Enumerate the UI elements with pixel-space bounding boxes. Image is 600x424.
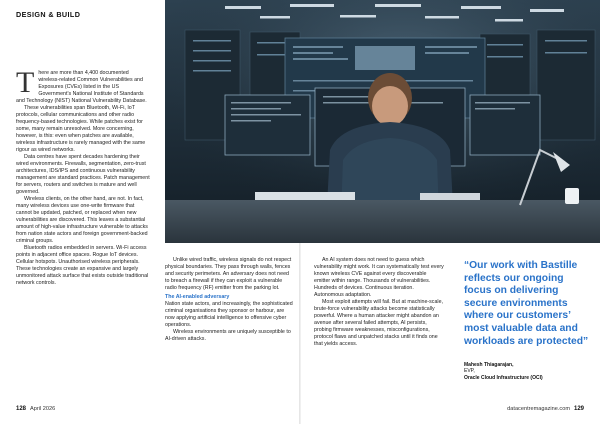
body-column-2 <box>165 257 293 343</box>
paragraph: Data centres have spent decades hardening their wired environments. Firewalls, segmentation, zero-trust architectures, IDS/IPS and continuous vulnerability management are standard practices. Patch management for servers, routers and switches is mature and well governed. <box>16 154 150 196</box>
body-column-3 <box>314 257 444 348</box>
page-number-left: 128 <box>16 406 27 412</box>
quote-author-name: Mahesh Thiagarajan, <box>464 362 514 368</box>
pull-quote: “Our work with Bastille reflects our ongoing focus on delivering secure environments where our customers’ most valuable data and workloads are protected” <box>464 260 589 347</box>
paragraph: These vulnerabilities span Bluetooth, Wi-Fi, IoT protocols, cellular communications and other radio frequency-based technologies. While patches exist for some, many remain unresolved. More concerning, however, is this: even when patches are available, wireless infrastructure is rarely managed with the same rigour as wired networks. <box>16 105 146 154</box>
issue-date: April 2026 <box>30 406 56 412</box>
quote-author-org: Oracle Cloud Infrastructure (OCI) <box>464 374 543 381</box>
page-number-right: 129 <box>573 406 584 412</box>
paragraph: Wireless environments are uniquely susceptible to AI-driven attacks. <box>165 329 291 343</box>
section-subhead: The AI-enabled adversary <box>165 294 230 301</box>
quote-author-title: EVP, <box>464 368 475 375</box>
paragraph: here are more than 4,400 documented wireless-related Common Vulnerabilities and Exposures (CVEs) listed in the US Government's National Institute of Standards and Technology (NIST) National Vulnerability Database. <box>16 70 147 105</box>
paragraph: Bluetooth radios embedded in servers. Wi-Fi access points in adjacent office spaces. Rogue IoT devices. Cellular hotspots. Unauthorised wireless peripherals. These technologies create an expansive and largely unmonitored attack surface that exists outside traditional network controls. <box>16 245 149 287</box>
paragraph: An AI system does not need to guess which vulnerability might work. It can systematically test every known wireless CVE against every discoverable emitter within range. Thousands of vulnerabilities. Hundreds of devices. Continuous iteration. Autonomous adaptation. <box>314 257 444 299</box>
body-column-1 <box>16 66 151 287</box>
section-label: DESIGN & BUILD <box>16 10 81 19</box>
drop-cap: T <box>16 66 35 99</box>
paragraph: Wireless clients, on the other hand, are not. In fact, many wireless devices use one-write firmware that cannot be updated, patched, or replaced when new vulnerabilities are discovered. This leaves a substantial amount of high-value infrastructure vulnerable to attacks from nation state actors and foreign government-backed criminal groups. <box>16 196 148 245</box>
folio-left <box>16 406 55 412</box>
folio-right <box>507 406 584 412</box>
paragraph: Nation state actors, and increasingly, the sophisticated criminal organisations they sponsor or harbour, are now applying artificial intelligence to offensive cyber operations. <box>165 301 293 329</box>
server-room-photo-icon <box>165 0 600 243</box>
website-url[interactable]: datacentremagazine.com <box>507 406 570 412</box>
paragraph: Most exploit attempts will fail. But at machine-scale, brute-force vulnerability attacks become statistically powerful. Where a human attacker might abandon an avenue after several failed attempts, AI persists, probing firmware weaknesses, misconfigurations, protocol flaws and unpatched stacks until it finds one that yields access. <box>314 299 443 348</box>
pull-quote-attribution <box>464 362 592 381</box>
paragraph: Unlike wired traffic, wireless signals do not respect physical boundaries. They pass through walls, fences and security perimeters. An adversary does not need to breach a firewall if they can exploit a vulnerable radio frequency (RF) emitter from the parking lot. <box>165 257 292 292</box>
